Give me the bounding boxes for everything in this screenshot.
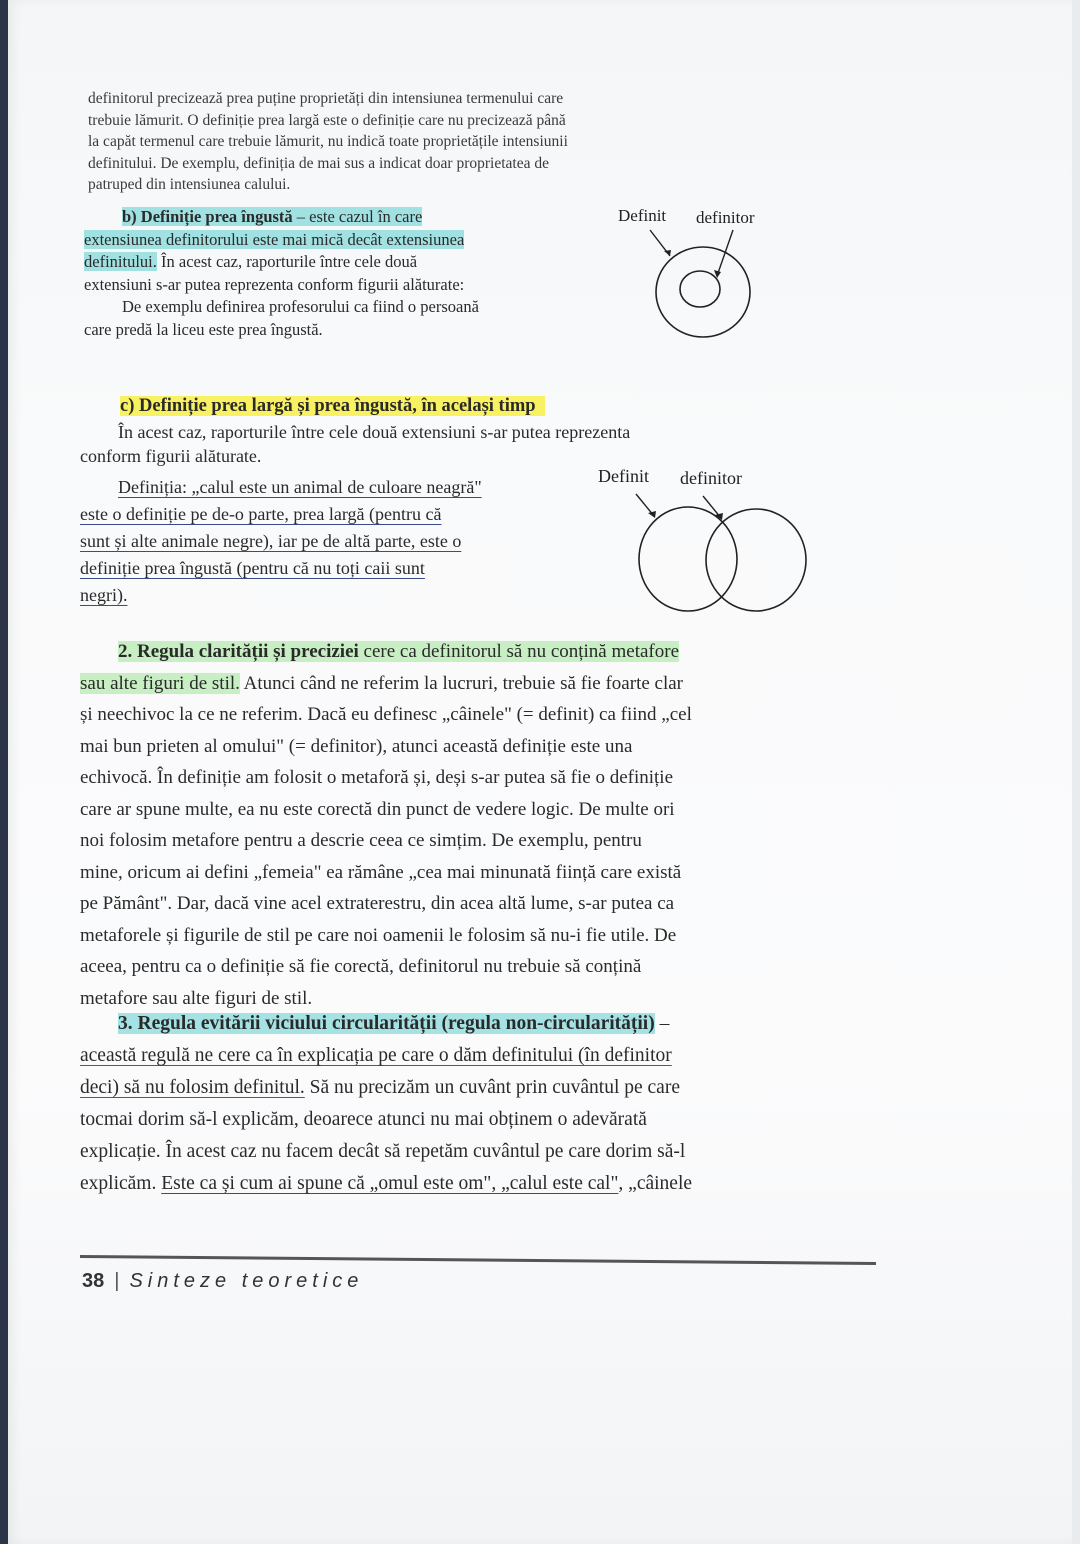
rule-3-heading: 3. Regula evitării viciului circularității (regula non-circularității)	[118, 1013, 655, 1034]
section-c-heading-text: c) Definiție prea largă și prea îngustă, în același timp	[120, 396, 536, 416]
text-line: mine, oricum ai defini „femeia" ea rămâne „cea mai minunată ființă care există	[80, 861, 682, 883]
text-line: metafore sau alte figuri de stil.	[80, 987, 313, 1009]
overlapping-circles-icon	[596, 466, 816, 616]
highlighted-text: extensiunea definitorului este mai mică decât extensiunea	[84, 229, 465, 249]
text-line: definitorul precizează prea puține proprietăți din intensiunea termenului care	[88, 90, 564, 107]
diagram-concentric	[600, 206, 800, 346]
rule-3-paragraph	[80, 1008, 870, 1200]
underlined-text: această regulă ne cere ca în explicația pe care o dăm definitului (în definitor	[80, 1045, 672, 1066]
text: explicăm.	[80, 1173, 162, 1194]
underlined-text: Definiția: „calul este un animal de culoare neagră"	[118, 477, 482, 497]
section-c-example	[80, 474, 592, 609]
rule-2-heading-rest: cere ca definitorul să nu conțină metafore	[358, 641, 680, 662]
text-line: conform figurii alăturate.	[80, 446, 262, 466]
diagram-label-definitor: definitor	[680, 468, 742, 488]
text-line: aceea, pentru ca o definiție să fie corectă, definitorul nu trebuie să conțină	[80, 956, 642, 977]
concentric-circles-icon	[600, 206, 800, 346]
diagram-overlapping	[596, 466, 816, 616]
text-line: la capăt termenul care trebuie lămurit, nu indică toate proprietățile intensiunii	[88, 133, 568, 150]
text: Să nu precizăm un cuvânt prin cuvântul pe care	[304, 1077, 680, 1098]
text-line: extensiuni s-ar putea reprezenta conform figurii alăturate:	[84, 274, 465, 294]
highlighted-text: sau alte figuri de stil.	[80, 672, 240, 694]
text-line: metaforele și figurile de stil pe care noi oamenii le folosim să nu-i fie utile. De	[80, 924, 677, 946]
diagram-label-definit: Definit	[598, 466, 649, 486]
text-line: care predă la liceu este prea îngustă.	[84, 319, 323, 339]
page-edge	[0, 0, 8, 1544]
rule-2-heading: 2. Regula clarității și preciziei	[118, 641, 359, 662]
section-c-heading	[120, 396, 545, 417]
underlined-text: definiție prea îngustă (pentru că nu toți caii sunt	[80, 558, 425, 578]
text-line: În acest caz, raporturile între cele două extensiuni s-ar putea reprezenta	[118, 422, 631, 442]
text: , „câinele	[618, 1173, 693, 1194]
section-b-heading-rest: – este cazul în care	[292, 207, 423, 226]
text-line: și neechivoc la ce ne referim. Dacă eu definesc „câinele" (= definit) ca fiind „cel	[80, 704, 692, 725]
text-line: mai bun prieten al omului" (= definitor), atunci această definiție este una	[80, 735, 633, 757]
text-line: definitului. De exemplu, definiția de mai sus a indicat doar proprietatea de	[88, 154, 549, 172]
underlined-text: negri).	[80, 585, 128, 605]
page-number: 38	[82, 1270, 105, 1292]
text-line: echivocă. În definiție am folosit o metaforă și, deși s-ar putea să fie o definiție	[80, 767, 674, 788]
book-title: Sinteze teoretice	[129, 1270, 364, 1292]
section-b-heading: b) Definiție prea îngustă	[122, 207, 293, 226]
text-line: pe Pământ". Dar, dacă vine acel extraterestru, din acea altă lume, s-ar putea ca	[80, 893, 675, 914]
intro-paragraph	[88, 88, 778, 196]
underlined-text: sunt și alte animale negre), iar pe de altă parte, este o	[80, 531, 462, 551]
text-line: tocmai dorim să-l explicăm, deoarece atunci nu mai obținem o adevărată	[80, 1109, 647, 1130]
section-b	[84, 206, 614, 341]
diagram-label-definit: Definit	[618, 206, 667, 225]
footer-separator: |	[114, 1270, 120, 1292]
text: În acest caz, raporturile între cele două	[156, 252, 418, 271]
text-line: care ar spune multe, ea nu este corectă din punct de vedere logic. De multe ori	[80, 798, 675, 820]
text-line: De exemplu definirea profesorului ca fiind o persoană	[122, 297, 479, 316]
underlined-text: este o definiție pe de-o parte, prea largă (pentru că	[80, 504, 442, 524]
text-line: noi folosim metafore pentru a descrie ceea ce simțim. De exemplu, pentru	[80, 830, 642, 851]
page-footer	[82, 1270, 363, 1293]
underlined-text: Este ca și cum ai spune că „omul este om", „calul este cal"	[161, 1173, 619, 1194]
highlighted-text: definitului.	[84, 252, 157, 271]
text-line: explicație. În acest caz nu facem decât să repetăm cuvântul pe care dorim să-l	[80, 1141, 686, 1162]
text-line: trebuie lămurit. O definiție prea largă este o definiție care nu precizează până	[88, 111, 566, 129]
text: Atunci când ne referim la lucruri, trebuie să fie foarte clar	[239, 672, 684, 694]
dash: –	[654, 1013, 670, 1034]
diagram-label-definitor: definitor	[696, 208, 755, 227]
underlined-text: deci) să nu folosim definitul.	[80, 1077, 305, 1098]
rule-2-paragraph	[80, 636, 850, 1014]
section-c-intro	[80, 420, 800, 468]
text-line: patruped din intensiunea calului.	[88, 176, 291, 193]
